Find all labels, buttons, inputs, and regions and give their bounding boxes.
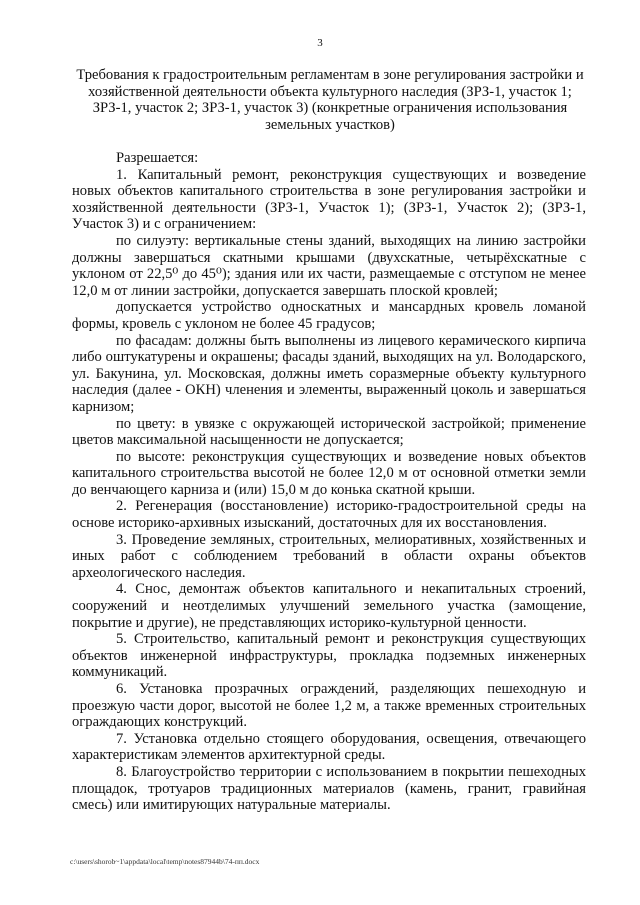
document-body	[72, 150, 586, 814]
paragraph-roofs: допускается устройство односкатных и мансардных кровель ломаной формы, кровель с уклоном не более 45 градусов;	[72, 299, 586, 332]
paragraph-color: по цвету: в увязке с окружающей исторической застройкой; применение цветов максимальной насыщенности не допускается;	[72, 415, 586, 449]
paragraph-intro: Разрешается:	[116, 150, 199, 166]
paragraph-item-7: 7. Установка отдельно стоящего оборудования, освещения, отвечающего характеристикам элементов архитектурной среды.	[72, 730, 586, 764]
paragraph-item-3: 3. Проведение земляных, строительных, мелиоративных, хозяйственных и иных работ с соблюдением требований в области охраны объектов археологического наследия.	[72, 531, 586, 581]
paragraph-item-5: 5. Строительство, капитальный ремонт и реконструкция существующих объектов инженерной инфраструктуры, прокладка подземных инженерных коммуникаций.	[72, 631, 586, 681]
paragraph-item-1: 1. Капитальный ремонт, реконструкция существующих и возведение новых объектов капитального строительства в зоне регулирования застройки и хозяйственной деятельности (ЗРЗ-1, Участок 1); (ЗРЗ-1, Участок 2); (ЗРЗ-1, Участок 3) и с ограничением:	[72, 166, 586, 233]
page-number: 3	[317, 37, 323, 49]
section-title: Требования к градостроительным регламентам в зоне регулирования застройки и хозяйственной деятельности объекта культурного наследия (ЗРЗ-1, участок 1; ЗРЗ-1, участок 2; ЗРЗ-1, участок 3) (конкретные ограничения использования земельных участков)	[76, 67, 584, 133]
paragraph-facades: по фасадам: должны быть выполнены из лицевого керамического кирпича либо оштукатурены и окрашены; фасады зданий, выходящих на ул. Володарского, ул. Бакунина, ул. Московская, должны иметь соразмерные объекту культурного наследия (далее - ОКН) членения и элементы, выраженный цоколь и завершаться карнизом;	[72, 332, 586, 415]
paragraph-item-6: 6. Установка прозрачных ограждений, разделяющих пешеходную и проезжую части дорог, высотой не более 1,2 м, а также временных строительных ограждающих конструкций.	[72, 681, 586, 731]
paragraph-item-4: 4. Снос, демонтаж объектов капитального и некапитальных строений, сооружений и неотделимых улучшений земельного участка (замощение, покрытие и другие), не представляющих историко-культурной ценности.	[72, 581, 586, 631]
paragraph-silhouette: по силуэту: вертикальные стены зданий, выходящих на линию застройки должны завершаться скатными крышами (двухскатные, четырёхскатные с уклоном от 22,5⁰ до 45⁰); здания или их части, размещаемые с отступом не менее 12,0 м от линии застройки, допускается завершать плоской кровлей;	[72, 232, 586, 299]
footer-file-path: c:\users\shorob~1\appdata\local\temp\notes87944b\74-пп.docx	[70, 857, 260, 866]
paragraph-height: по высоте: реконструкция существующих и возведение новых объектов капитального строительства высотой не более 12,0 м от основной отметки земли до венчающего карниза и (или) 15,0 м до конька скатной крыши.	[72, 448, 586, 498]
paragraph-item-8: 8. Благоустройство территории с использованием в покрытии пешеходных площадок, тротуаров традиционных материалов (камень, гранит, гравийная смесь) или имитирующих натуральные материалы.	[72, 763, 586, 814]
paragraph-item-2: 2. Регенерация (восстановление) историко-градостроительной среды на основе историко-архивных изысканий, достаточных для их восстановления.	[72, 498, 586, 532]
